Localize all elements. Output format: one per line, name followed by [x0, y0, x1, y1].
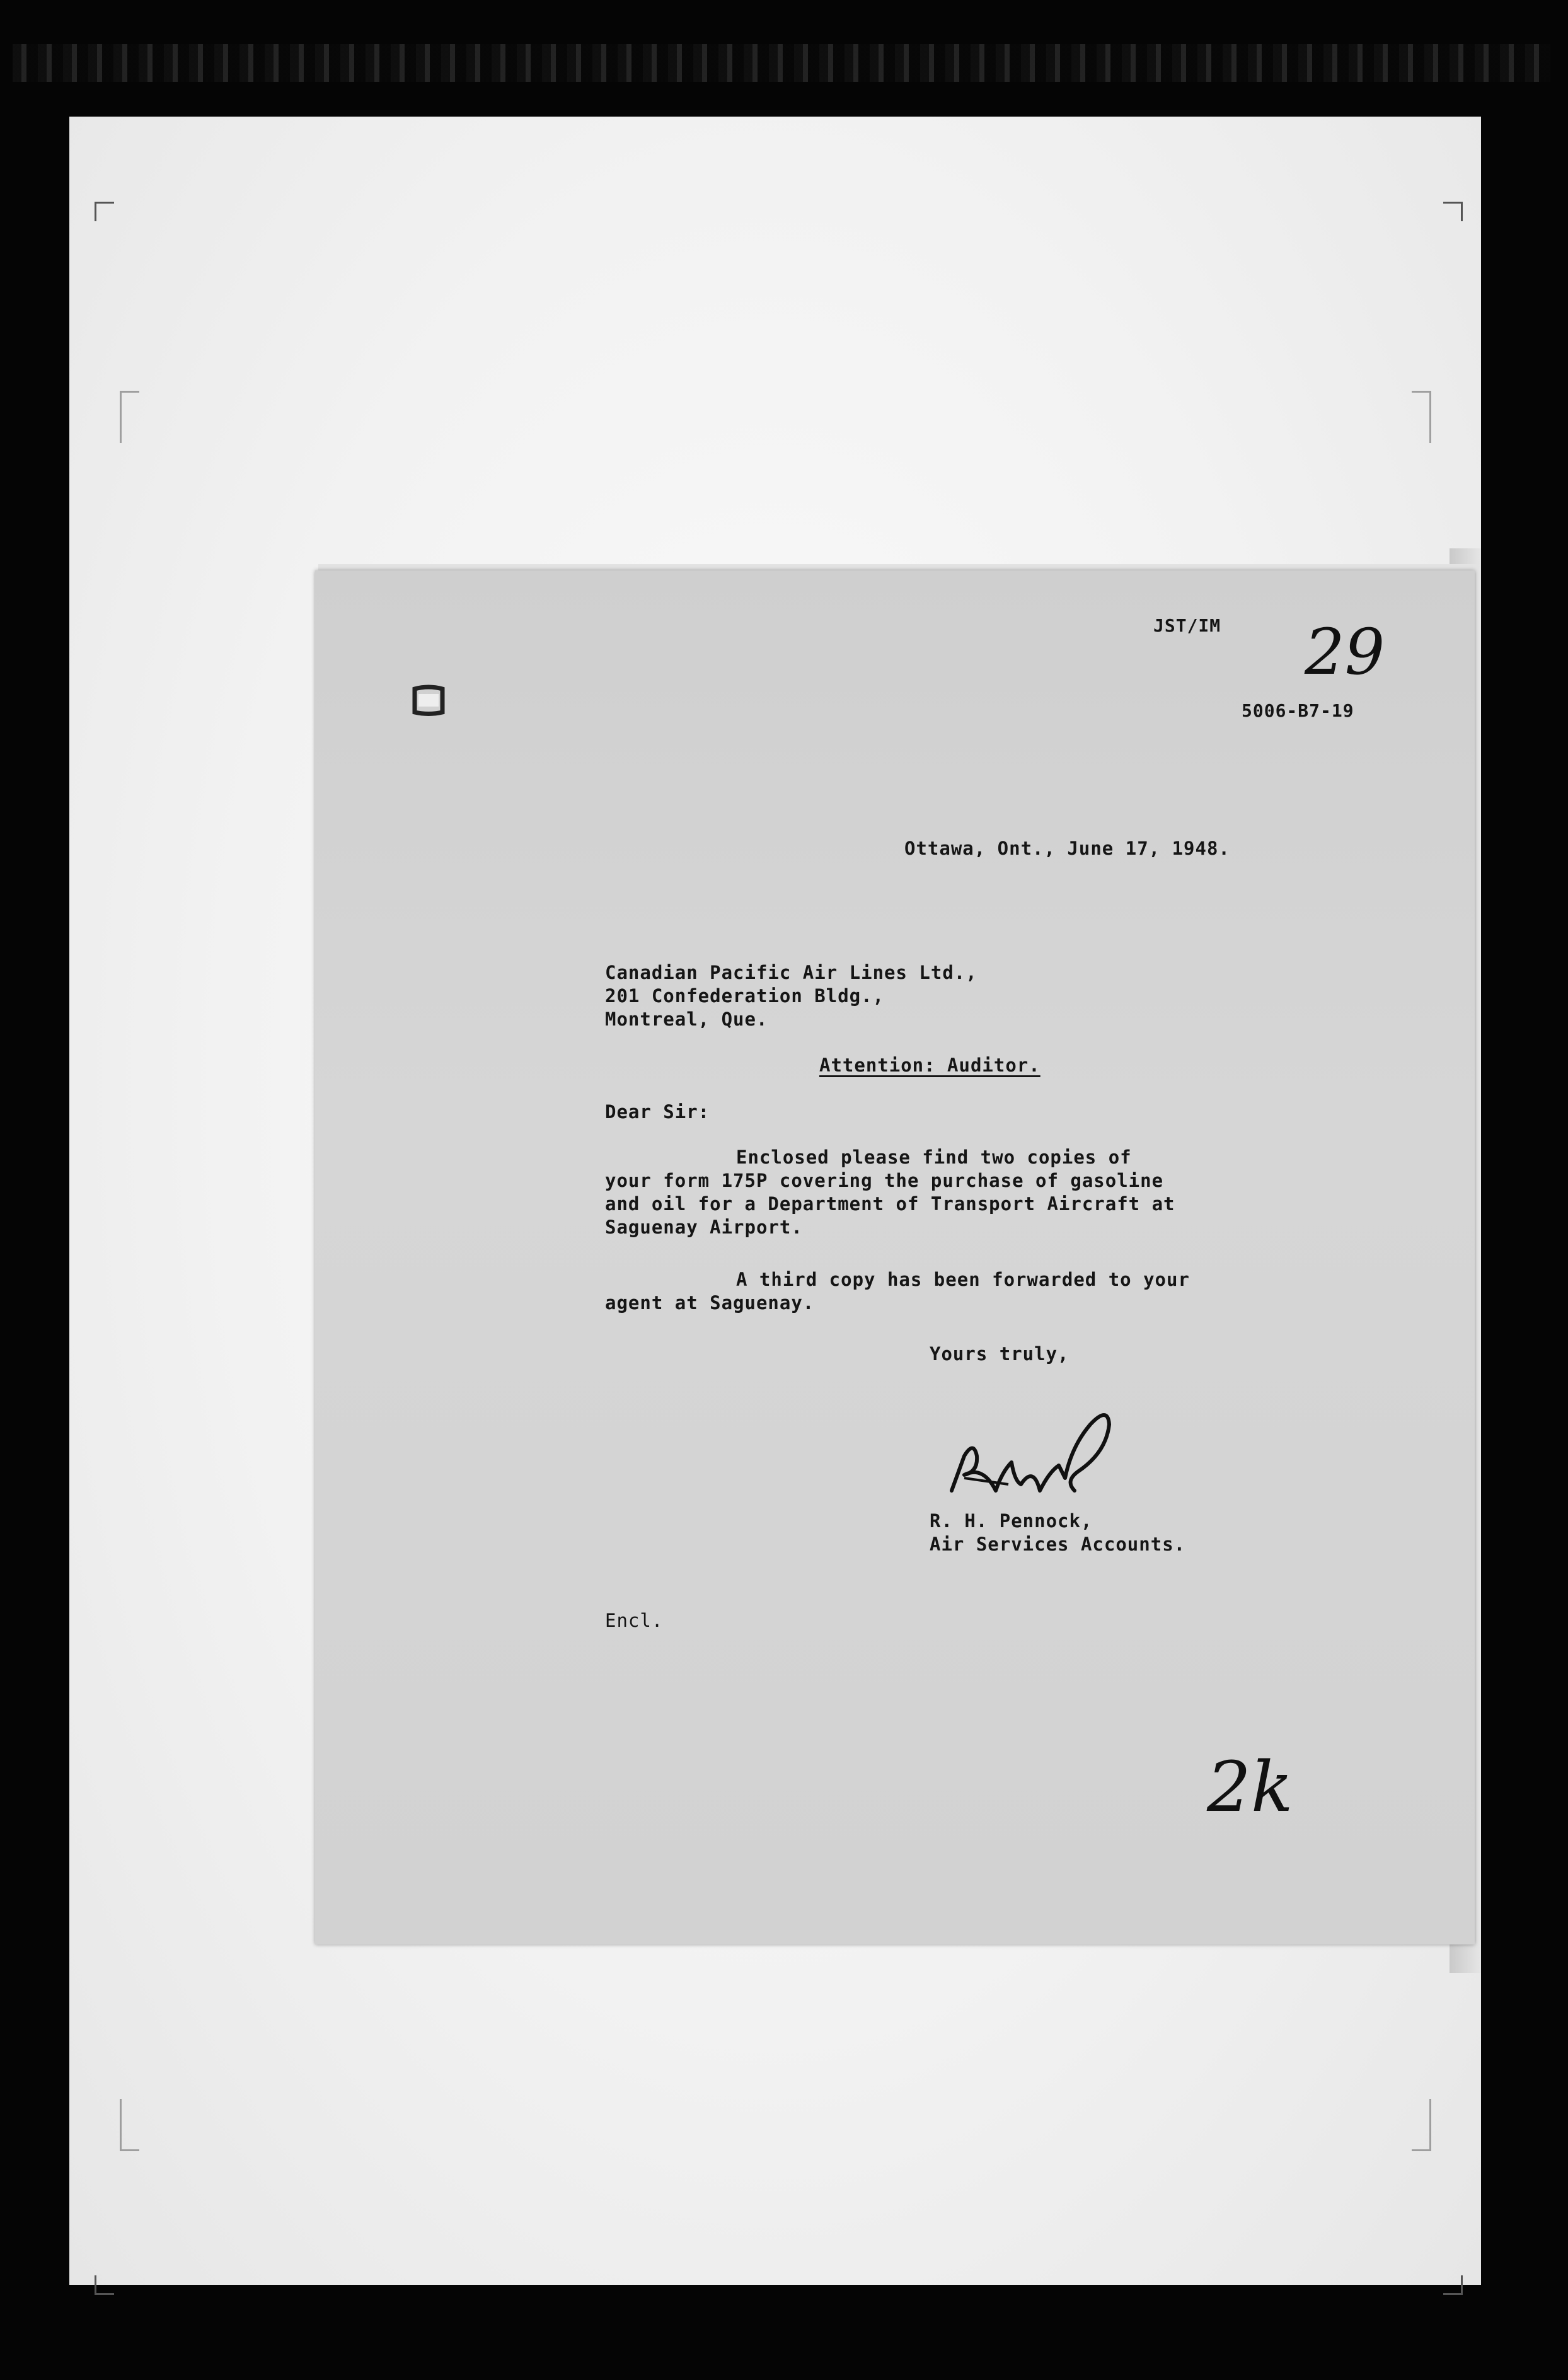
crop-mark-top-right [1443, 202, 1463, 221]
recipient-line-3: Montreal, Que. [605, 1008, 768, 1030]
signature [939, 1396, 1122, 1503]
crop-mark-top-left [95, 202, 114, 221]
crop-mark-upper-left-inner [120, 391, 139, 443]
file-number: 5006-B7-19 [1242, 700, 1354, 721]
signatory-name: R. H. Pennock, [930, 1510, 1093, 1532]
paragraph-2-line-2: agent at Saguenay. [605, 1292, 815, 1314]
letter-sheet [315, 570, 1475, 1944]
enclosure-note: Encl. [605, 1610, 664, 1631]
paragraph-1-line-2: your form 175P covering the purchase of gasoline [605, 1170, 1164, 1191]
salutation: Dear Sir: [605, 1101, 710, 1123]
recipient-line-1: Canadian Pacific Air Lines Ltd., [605, 962, 977, 983]
paragraph-1-line-4: Saguenay Airport. [605, 1216, 803, 1238]
handwritten-page-number: 29 [1305, 615, 1385, 689]
attention-line: Attention: Auditor. [819, 1054, 1041, 1076]
recipient-line-2: 201 Confederation Bldg., [605, 985, 885, 1007]
crop-mark-bottom-right [1443, 2275, 1463, 2295]
paragraph-1-line-3: and oil for a Department of Transport Aircraft at [605, 1193, 1175, 1215]
paper-clip-hole-icon [410, 684, 447, 719]
crop-mark-lower-right-inner [1412, 2099, 1431, 2151]
paragraph-2-line-1: A third copy has been forwarded to your [736, 1269, 1190, 1290]
handwritten-mark: 2k [1207, 1747, 1293, 1827]
film-edge-noise [13, 44, 1550, 82]
signatory-title: Air Services Accounts. [930, 1534, 1186, 1555]
crop-mark-bottom-left [95, 2275, 114, 2295]
reference-initials: JST/IM [1153, 615, 1221, 636]
paragraph-1-line-1: Enclosed please find two copies of [736, 1147, 1132, 1168]
closing: Yours truly, [930, 1343, 1069, 1365]
crop-mark-upper-right-inner [1412, 391, 1431, 443]
place-date: Ottawa, Ont., June 17, 1948. [904, 838, 1230, 859]
crop-mark-lower-left-inner [120, 2099, 139, 2151]
